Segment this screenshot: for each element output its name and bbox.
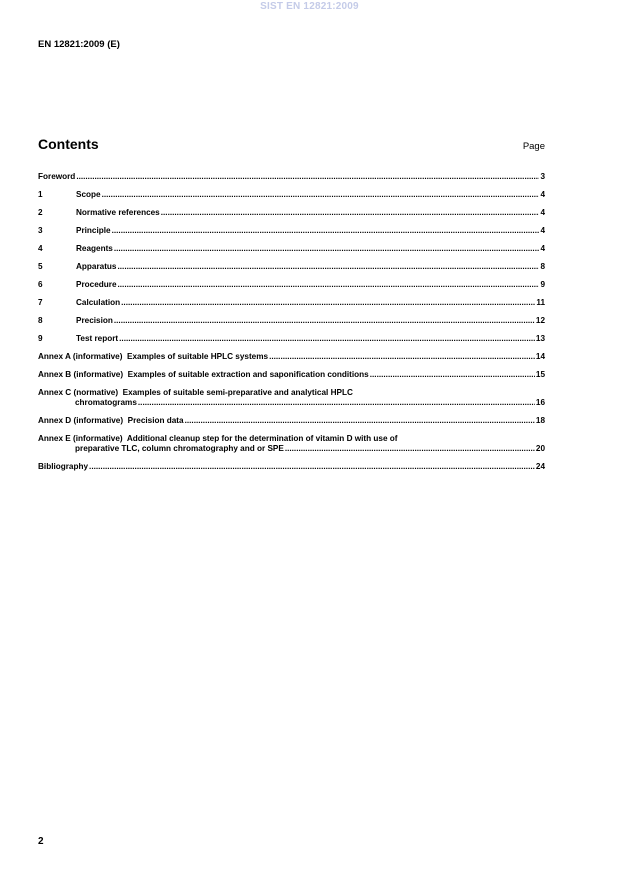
toc-title: Precision (76, 316, 113, 325)
toc-entry-normative-references[interactable] (38, 208, 545, 218)
toc-entry-reagents[interactable] (38, 244, 545, 254)
dot-leader (119, 334, 535, 344)
toc-entry-annex-e[interactable] (38, 434, 545, 454)
page-number: 2 (38, 836, 44, 847)
toc-title: Apparatus (76, 262, 117, 271)
toc-page: 18 (535, 416, 545, 425)
dot-leader (118, 280, 540, 290)
toc-title: Annex B (informative) Examples of suitable extraction and saponification conditions (38, 370, 369, 379)
toc-number: 3 (38, 226, 43, 235)
toc-entry-scope[interactable] (38, 190, 545, 200)
table-of-contents (38, 172, 545, 472)
toc-entry-annex-c[interactable] (38, 388, 545, 408)
toc-entry-annex-d[interactable] (38, 416, 545, 426)
toc-title-line1: Annex E (informative) Additional cleanup step for the determination of vitamin D with use of (38, 434, 398, 443)
toc-title: chromatograms (75, 398, 137, 407)
dot-leader (89, 462, 535, 472)
toc-title: Bibliography (38, 462, 89, 471)
dot-leader (285, 444, 535, 454)
toc-page: 4 (540, 244, 545, 253)
toc-title: preparative TLC, column chromatography and or SPE (75, 444, 284, 453)
toc-title: Scope (76, 190, 101, 199)
toc-title: Normative references (76, 208, 160, 217)
toc-page: 16 (535, 398, 545, 407)
toc-page: 24 (535, 462, 545, 471)
toc-entry-annex-a[interactable] (38, 352, 545, 362)
toc-number: 9 (38, 334, 43, 343)
dot-leader (118, 262, 540, 272)
toc-title-line1: Annex C (normative) Examples of suitable semi-preparative and analytical HPLC (38, 388, 353, 397)
dot-leader (114, 244, 540, 254)
toc-title: Annex A (informative) Examples of suitable HPLC systems (38, 352, 269, 361)
toc-entry-test-report[interactable] (38, 334, 545, 344)
toc-title: Foreword (38, 172, 76, 181)
toc-page: 11 (536, 298, 545, 307)
toc-page: 9 (540, 280, 545, 289)
dot-leader (112, 226, 540, 236)
toc-entry-foreword[interactable] (38, 172, 545, 182)
toc-title: Annex D (informative) Precision data (38, 416, 184, 425)
toc-number: 6 (38, 280, 43, 289)
toc-number: 8 (38, 316, 43, 325)
toc-page: 12 (535, 316, 545, 325)
dot-leader (269, 352, 535, 362)
toc-entry-precision[interactable] (38, 316, 545, 326)
toc-title: Calculation (76, 298, 121, 307)
toc-number: 7 (38, 298, 43, 307)
document-id: EN 12821:2009 (E) (38, 39, 120, 50)
toc-page: 20 (535, 444, 545, 453)
toc-entry-apparatus[interactable] (38, 262, 545, 272)
toc-number: 5 (38, 262, 43, 271)
dot-leader (138, 398, 535, 408)
toc-entry-principle[interactable] (38, 226, 545, 236)
dot-leader (114, 316, 535, 326)
toc-entry-annex-b[interactable] (38, 370, 545, 380)
toc-title: Procedure (76, 280, 117, 289)
dot-leader (161, 208, 540, 218)
dot-leader (121, 298, 535, 308)
toc-title: Reagents (76, 244, 113, 253)
toc-page: 14 (535, 352, 545, 361)
toc-entry-calculation[interactable] (38, 298, 545, 308)
toc-page: 15 (535, 370, 545, 379)
dot-leader (76, 172, 539, 182)
toc-page: 13 (535, 334, 545, 343)
toc-entry-procedure[interactable] (38, 280, 545, 290)
toc-page: 4 (540, 208, 545, 217)
toc-number: 2 (38, 208, 43, 217)
dot-leader (370, 370, 535, 380)
page-column-label: Page (522, 141, 545, 152)
dot-leader (102, 190, 540, 200)
toc-number: 4 (38, 244, 43, 253)
toc-number: 1 (38, 190, 43, 199)
toc-entry-bibliography[interactable] (38, 462, 545, 472)
contents-title: Contents (38, 136, 99, 152)
toc-title: Principle (76, 226, 111, 235)
toc-title: Test report (76, 334, 119, 343)
toc-page: 3 (540, 172, 545, 181)
toc-page: 4 (540, 190, 545, 199)
toc-page: 8 (540, 262, 545, 271)
watermark: SIST EN 12821:2009 (260, 1, 359, 12)
toc-page: 4 (540, 226, 545, 235)
dot-leader (185, 416, 535, 426)
